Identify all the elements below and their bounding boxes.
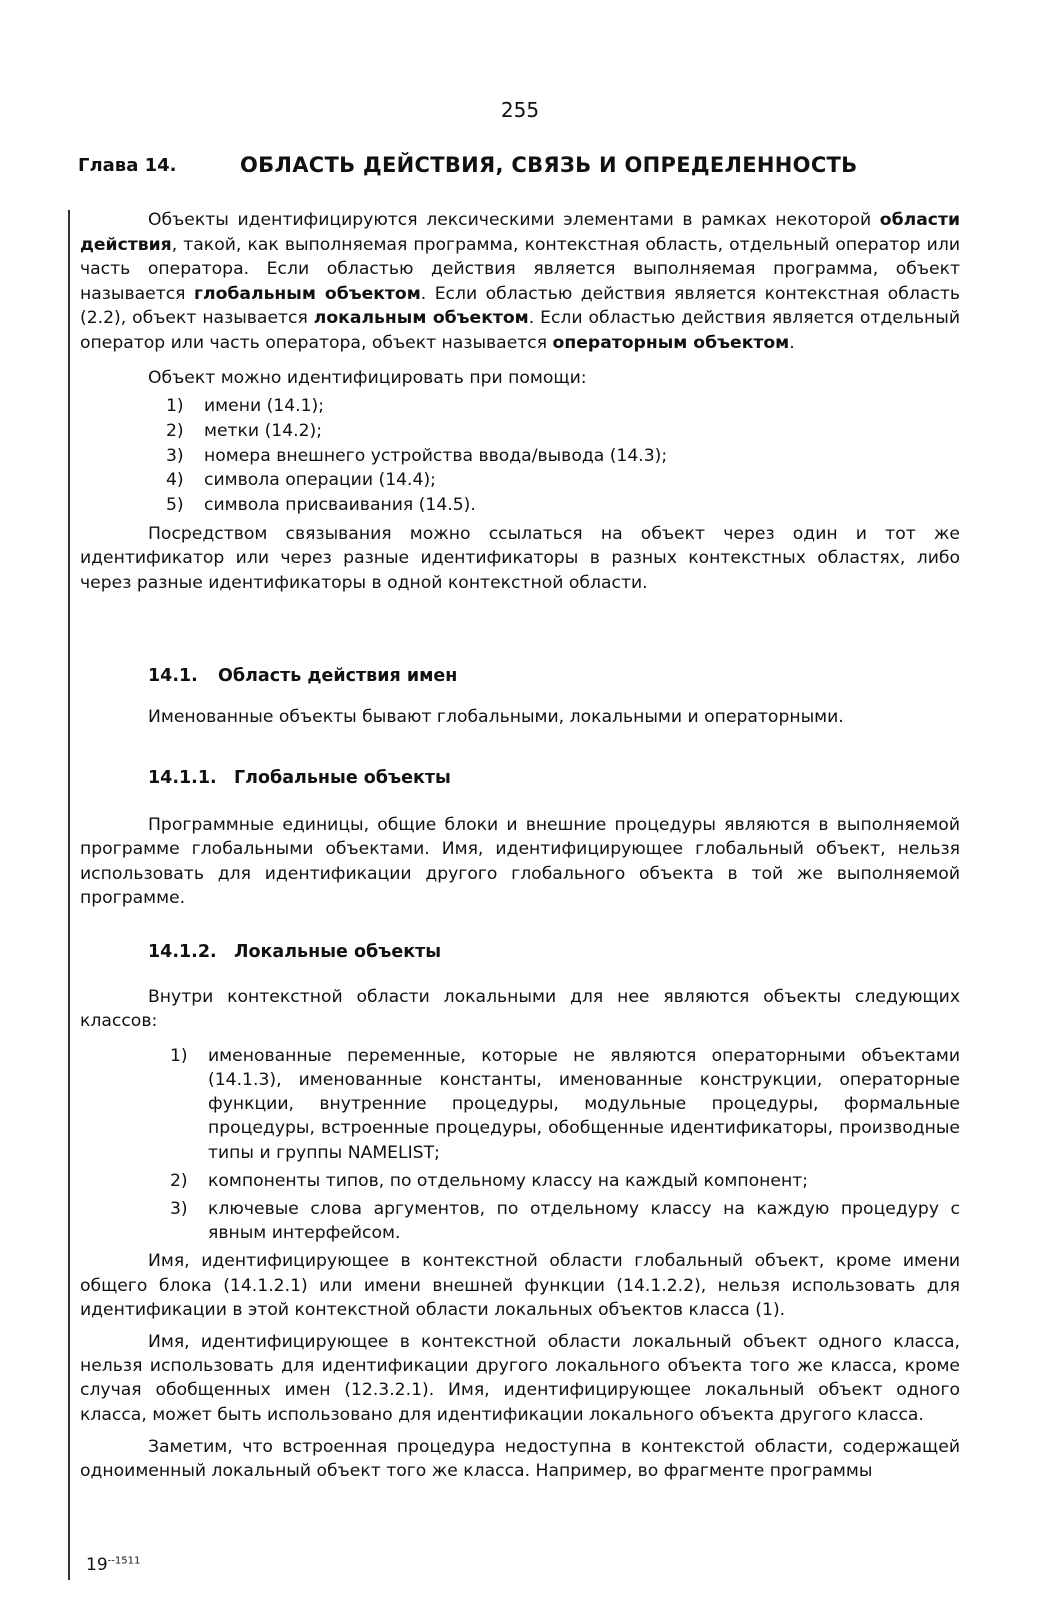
page-edge-rule xyxy=(68,210,70,1580)
section-14-1-2-paragraph-2: Имя, идентифицирующее в контекстной области глобальный объект, кроме имени общего блока (14.1.2.1) или имени внешней функции (14.1.2.2), нельзя использовать для идентификации в этой контекстной области локальных объектов класса (1). xyxy=(80,1251,960,1320)
intro-section xyxy=(80,208,960,595)
local-classes-list xyxy=(80,1044,960,1246)
document-page xyxy=(80,0,960,1600)
list-item: 2) компоненты типов, по отдельному классу на каждый компонент; xyxy=(170,1170,808,1191)
section-14-1-paragraph: Именованные объекты бывают глобальными, локальными и операторными. xyxy=(148,706,844,727)
section-14-1-2-paragraph-1: Внутри контекстной области локальными для нее являются объекты следующих классов: xyxy=(80,986,960,1032)
section-14-1-2-paragraph-3: Имя, идентифицирующее в контекстной области локальный объект одного класса, нельзя использовать для идентификации другого локального объекта того же класса, кроме случая обобщенных имен (12.3.2.1). Имя, идентифицирующее локальный объект одного класса, может быть использовано для идентификации локального объекта другого класса. xyxy=(80,1332,960,1425)
term-global-object: глобальным объектом xyxy=(194,283,421,304)
list-item: 3) ключевые слова аргументов, по отдельному классу на каждую процедуру с явным интерфейсом. xyxy=(170,1199,960,1244)
term-scope: области действия xyxy=(80,210,960,255)
subsection-heading: 14.1.2. Локальные объекты xyxy=(148,942,442,962)
list-item: 1) имени (14.1); xyxy=(166,396,325,417)
term-local-object: локальным объектом xyxy=(313,308,529,329)
chapter-title: ОБЛАСТЬ ДЕЙСТВИЯ, СВЯЗЬ И ОПРЕДЕЛЕННОСТЬ xyxy=(240,153,858,177)
list-item: 2) метки (14.2); xyxy=(166,420,323,441)
list-item: 3) номера внешнего устройства ввода/вывода (14.3); xyxy=(166,445,668,466)
section-14-1-1-paragraph: Программные единицы, общие блоки и внешние процедуры являются в выполняемой программе глобальными объектами. Имя, идентифицирующее глобальный объект, нельзя использовать для идентификации другого глобального объекта в той же выполняемой программе. xyxy=(80,814,960,909)
term-statement-object: операторным объектом xyxy=(552,332,790,353)
section-14-1-2 xyxy=(80,940,960,1483)
section-14-1 xyxy=(80,664,960,729)
intro-paragraph-1: Объекты идентифицируются лексическими элементами в рамках некоторой области действия, такой, как выполняемая программа, контекстная область, отдельный оператор или часть оператора. Если областью действия является выполняемая программа, объект называется глобальным объектом. Если областью действия является контекстная область (2.2), объект называется локальным объектом. Если областью действия является отдельный оператор или часть оператора, объект называется операторным объектом. xyxy=(80,210,961,353)
section-heading: 14.1. Область действия имен xyxy=(148,666,458,686)
list-item: 1) именованные переменные, которые не являются операторными объектами (14.1.3), именованные константы, именованные конструкции, операторные функции, внутренние процедуры, модульные процедуры, формальные процедуры, встроенные процедуры, обобщенные идентификаторы, производные типы и группы NAMELIST; xyxy=(170,1045,960,1163)
intro-paragraph-3: Посредством связывания можно ссылаться на объект через один и тот же идентификатор или через разные идентификаторы в разных контекстных областях, либо через разные идентификаторы в одной контекстной области. xyxy=(80,523,960,593)
identification-list xyxy=(80,394,960,517)
section-14-1-2-paragraph-4: Заметим, что встроенная процедура недоступна в контекстой области, содержащей одноименный локальный объект того же класса. Например, во фрагменте программы xyxy=(80,1436,960,1482)
subsection-heading: 14.1.1. Глобальные объекты xyxy=(148,768,451,788)
list-item: 4) символа операции (14.4); xyxy=(166,470,436,491)
printer-signature: $19^{--1511}$ xyxy=(86,1555,141,1575)
section-14-1-1 xyxy=(80,766,960,911)
page-number: 255 xyxy=(500,98,540,122)
list-item: 5) символа присваивания (14.5). xyxy=(166,494,476,515)
chapter-label: Глава 14. xyxy=(78,155,177,176)
intro-paragraph-2: Объект можно идентифицировать при помощи: xyxy=(148,367,587,388)
